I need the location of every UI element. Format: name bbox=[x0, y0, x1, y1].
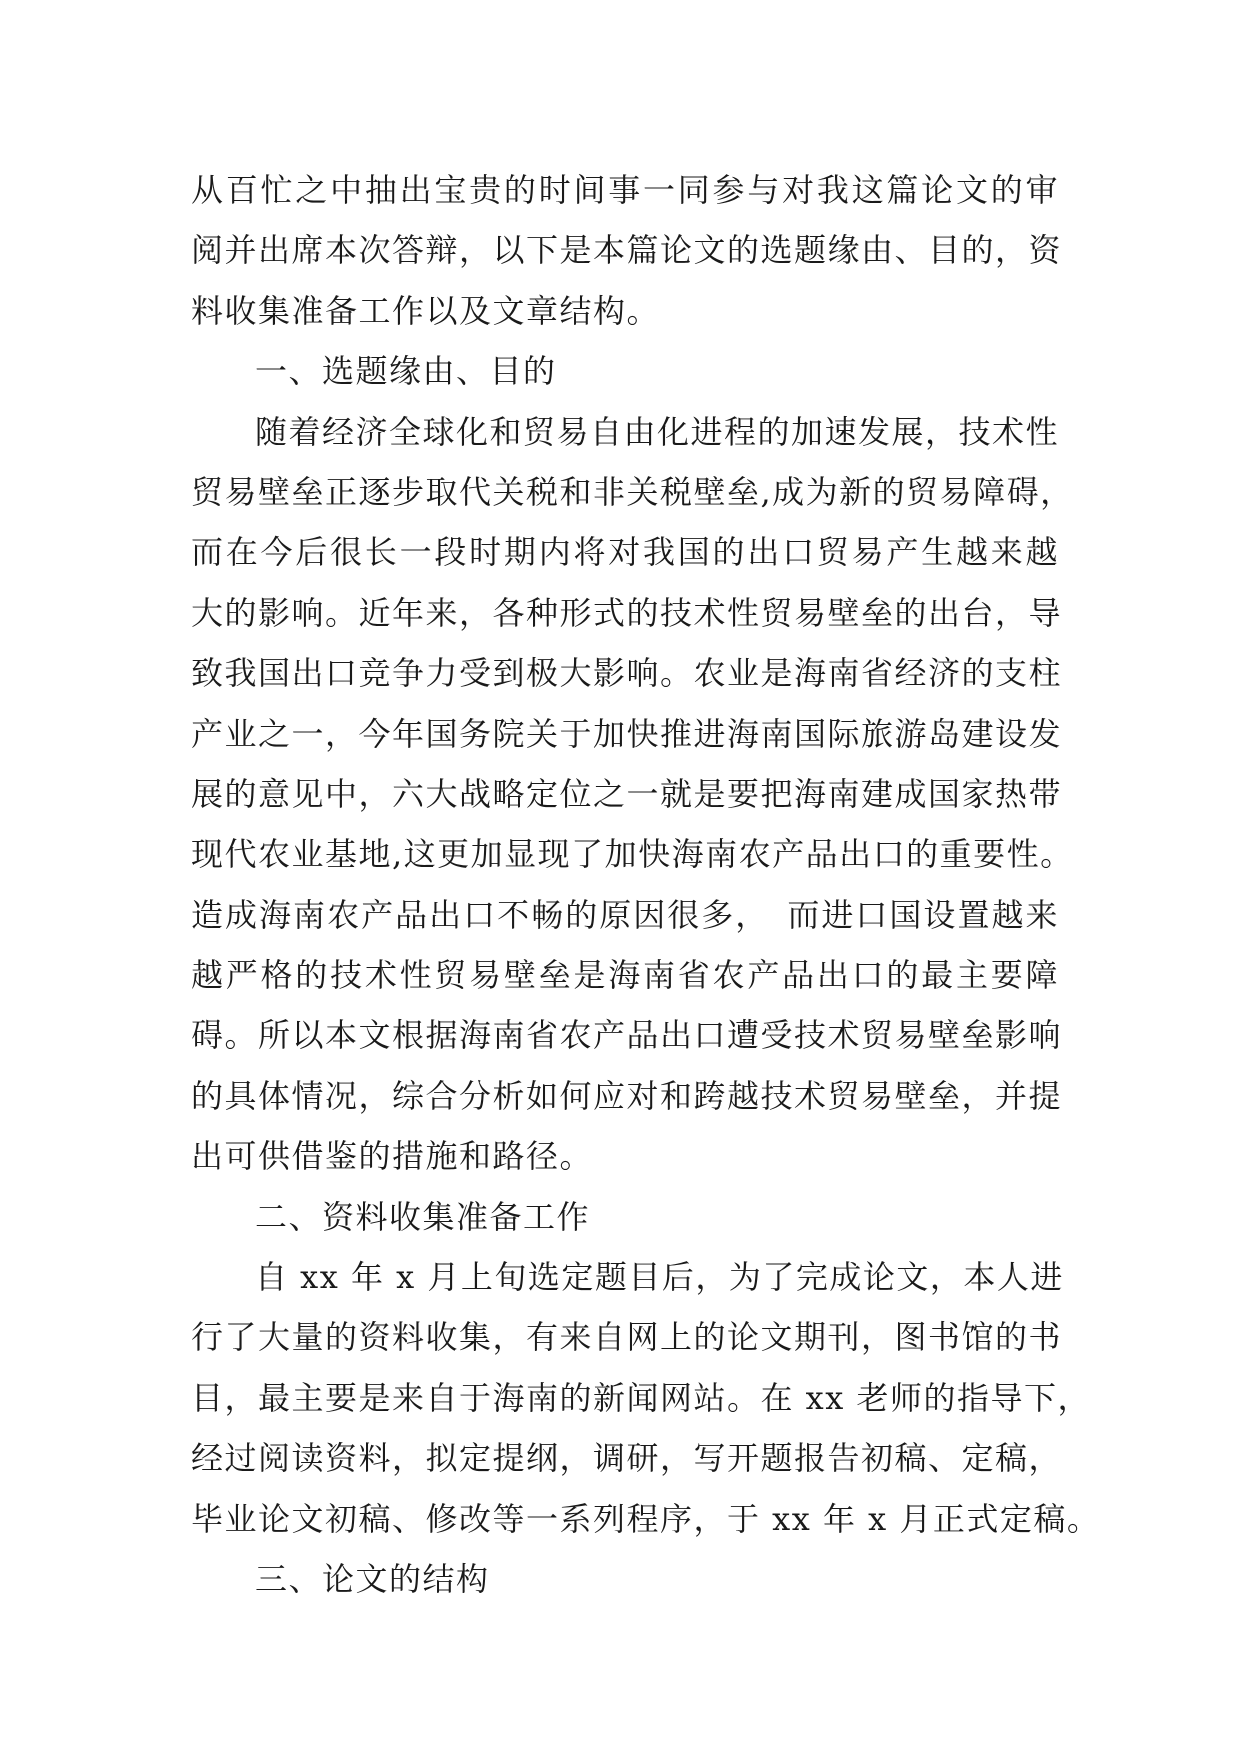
text-line: 阅并出席本次答辩，以下是本篇论文的选题缘由、目的，资 bbox=[191, 231, 1063, 270]
text-line: 毕业论文初稿、修改等一系列程序，于 xx 年 x 月正式定稿。 bbox=[191, 1499, 1101, 1538]
text-line: 三、论文的结构 bbox=[255, 1559, 490, 1598]
text-line: 造成海南农产品出口不畅的原因很多， 而进口国设置越来 bbox=[191, 895, 1059, 934]
text-line: 从百忙之中抽出宝贵的时间事一同参与对我这篇论文的审 bbox=[191, 171, 1059, 209]
document-body bbox=[191, 160, 1101, 1609]
text-line: 贸易壁垒正逐步取代关税和非关税壁垒,成为新的贸易障碍， bbox=[191, 472, 1074, 511]
text-line: 料收集准备工作以及文章结构。 bbox=[191, 291, 661, 330]
text-line: 一、选题缘由、目的 bbox=[255, 352, 557, 391]
text-line: 随着经济全球化和贸易自由化进程的加速发展，技术性 bbox=[255, 412, 1060, 451]
text-line: 碍。所以本文根据海南省农产品出口遭受技术贸易壁垒影响 bbox=[191, 1016, 1063, 1055]
text-line: 大的影响。近年来，各种形式的技术性贸易壁垒的出台，导 bbox=[191, 593, 1063, 632]
text-line: 的具体情况，综合分析如何应对和跨越技术贸易壁垒，并提 bbox=[191, 1076, 1063, 1115]
text-line: 致我国出口竞争力受到极大影响。农业是海南省经济的支柱 bbox=[191, 654, 1063, 693]
text-line: 展的意见中，六大战略定位之一就是要把海南建成国家热带 bbox=[191, 774, 1063, 813]
text-line: 经过阅读资料，拟定提纲，调研，写开题报告初稿、定稿， bbox=[191, 1439, 1063, 1478]
text-line: 产业之一，今年国务院关于加快推进海南国际旅游岛建设发 bbox=[191, 714, 1063, 753]
text-line: 出可供借鉴的措施和路径。 bbox=[191, 1137, 594, 1176]
text-line: 现代农业基地,这更加显现了加快海南农产品出口的重要性。 bbox=[191, 835, 1074, 874]
text-line: 自 xx 年 x 月上旬选定题目后，为了完成论文，本人进 bbox=[255, 1258, 1064, 1297]
text-line: 而在今后很长一段时期内将对我国的出口贸易产生越来越 bbox=[191, 533, 1059, 572]
text-line: 行了大量的资料收集，有来自网上的论文期刊，图书馆的书 bbox=[191, 1318, 1063, 1357]
text-line: 二、资料收集准备工作 bbox=[255, 1197, 591, 1236]
text-line: 越严格的技术性贸易壁垒是海南省农产品出口的最主要障 bbox=[191, 956, 1059, 995]
text-line: 目，最主要是来自于海南的新闻网站。在 xx 老师的指导下， bbox=[191, 1378, 1091, 1417]
